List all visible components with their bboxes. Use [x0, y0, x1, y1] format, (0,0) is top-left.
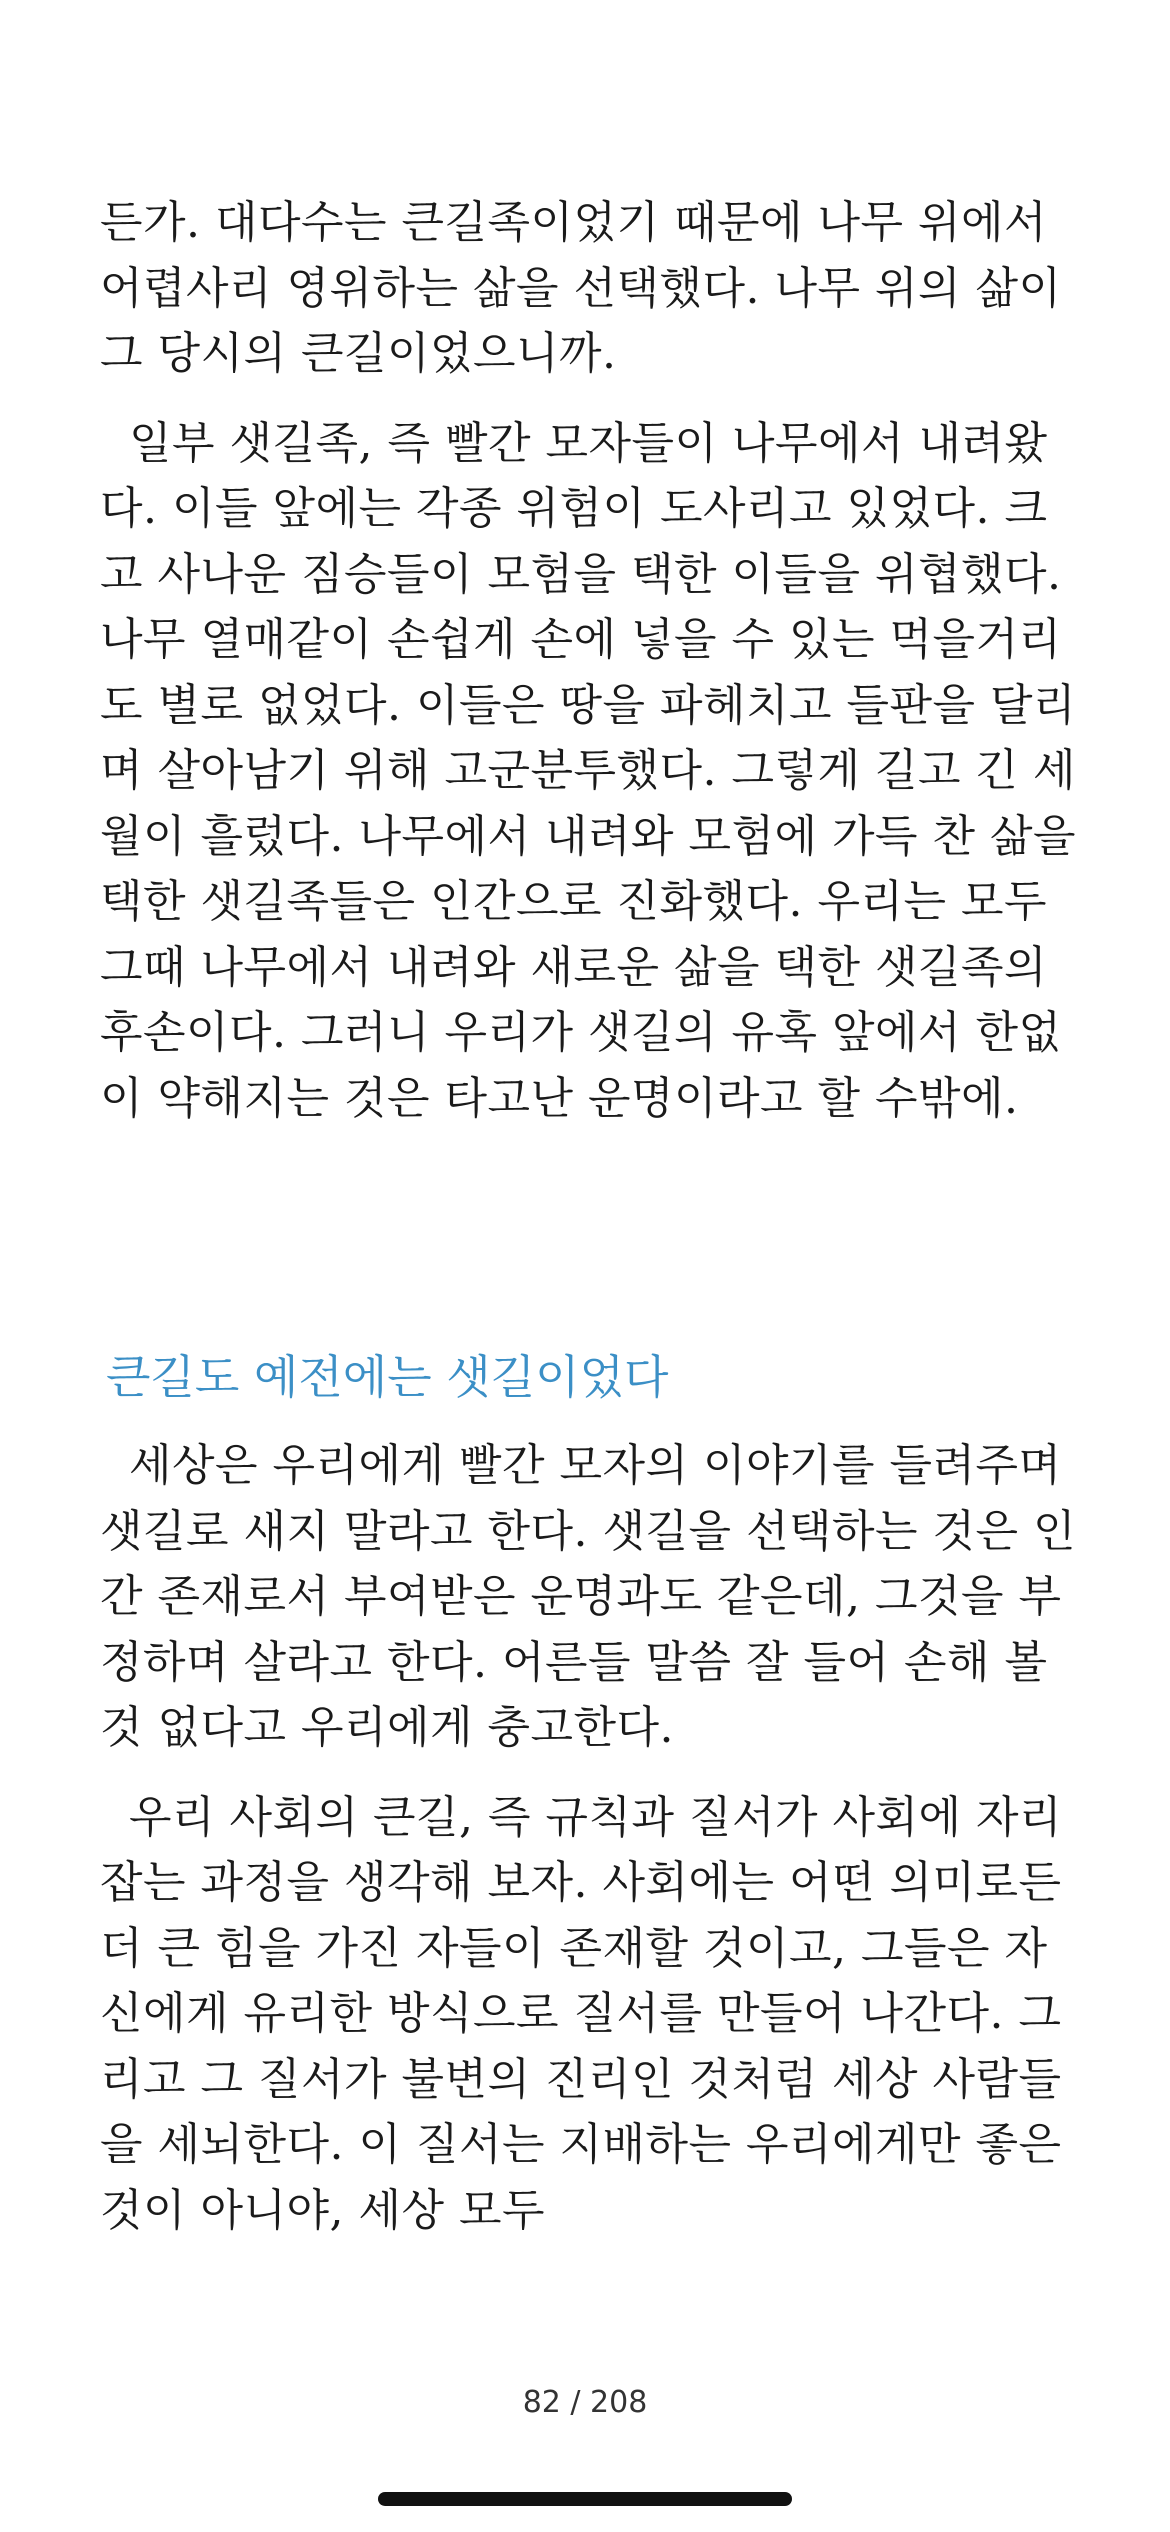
paragraph-2: 일부 샛길족, 즉 빨간 모자들이 나무에서 내려왔다. 이들 앞에는 각종 위험이 도사리고 있었다. 크고 사나운 짐승들이 모험을 택한 이들을 위협했다. 나무 열매같이 손쉽게 손에 넣을 수 있는 먹을거리도 별로 없었다. 이들은 땅을 파헤치고 들판을 달리며 살아남기 위해 고군분투했다. 그렇게 길고 긴 세월이 흘렀다. 나무에서 내려와 모험에 가득 찬 삶을 택한 샛길족들은 인간으로 진화했다. 우리는 모두 그때 나무에서 내려와 새로운 삶을 택한 샛길족의 후손이다. 그러니 우리가 샛길의 유혹 앞에서 한없이 약해지는 것은 타고난 운명이라고 할 수밖에. [100, 417, 1091, 1124]
section-heading: 큰길도 예전에는 샛길이었다 [106, 1350, 669, 1404]
paragraph-3: 세상은 우리에게 빨간 모자의 이야기를 들려주며 샛길로 새지 말라고 한다. 샛길을 선택하는 것은 인간 존재로서 부여받은 운명과도 같은데, 그것을 부정하며 살라고 한다. 어른들 말씀 잘 들어 손해 볼 것 없다고 우리에게 충고한다. [100, 1440, 1076, 1753]
page-number: 82 / 208 [522, 2385, 648, 2420]
reader-content [100, 190, 1091, 2243]
home-indicator[interactable] [378, 2492, 792, 2506]
paragraph-1: 든가. 대다수는 큰길족이었기 때문에 나무 위에서 어렵사리 영위하는 삶을 선택했다. 나무 위의 삶이 그 당시의 큰길이었으니까. [100, 197, 1062, 379]
section-gap [100, 1155, 1080, 1343]
paragraph-4: 우리 사회의 큰길, 즉 규칙과 질서가 사회에 자리 잡는 과정을 생각해 보자. 사회에는 어떤 의미로든 더 큰 힘을 가진 자들이 존재할 것이고, 그들은 자신에게 유리한 방식으로 질서를 만들어 나간다. 그리고 그 질서가 불변의 진리인 것처럼 세상 사람들을 세뇌한다. 이 질서는 지배하는 우리에게만 좋은 것이 아니야, 세상 모두 [100, 1791, 1077, 2236]
